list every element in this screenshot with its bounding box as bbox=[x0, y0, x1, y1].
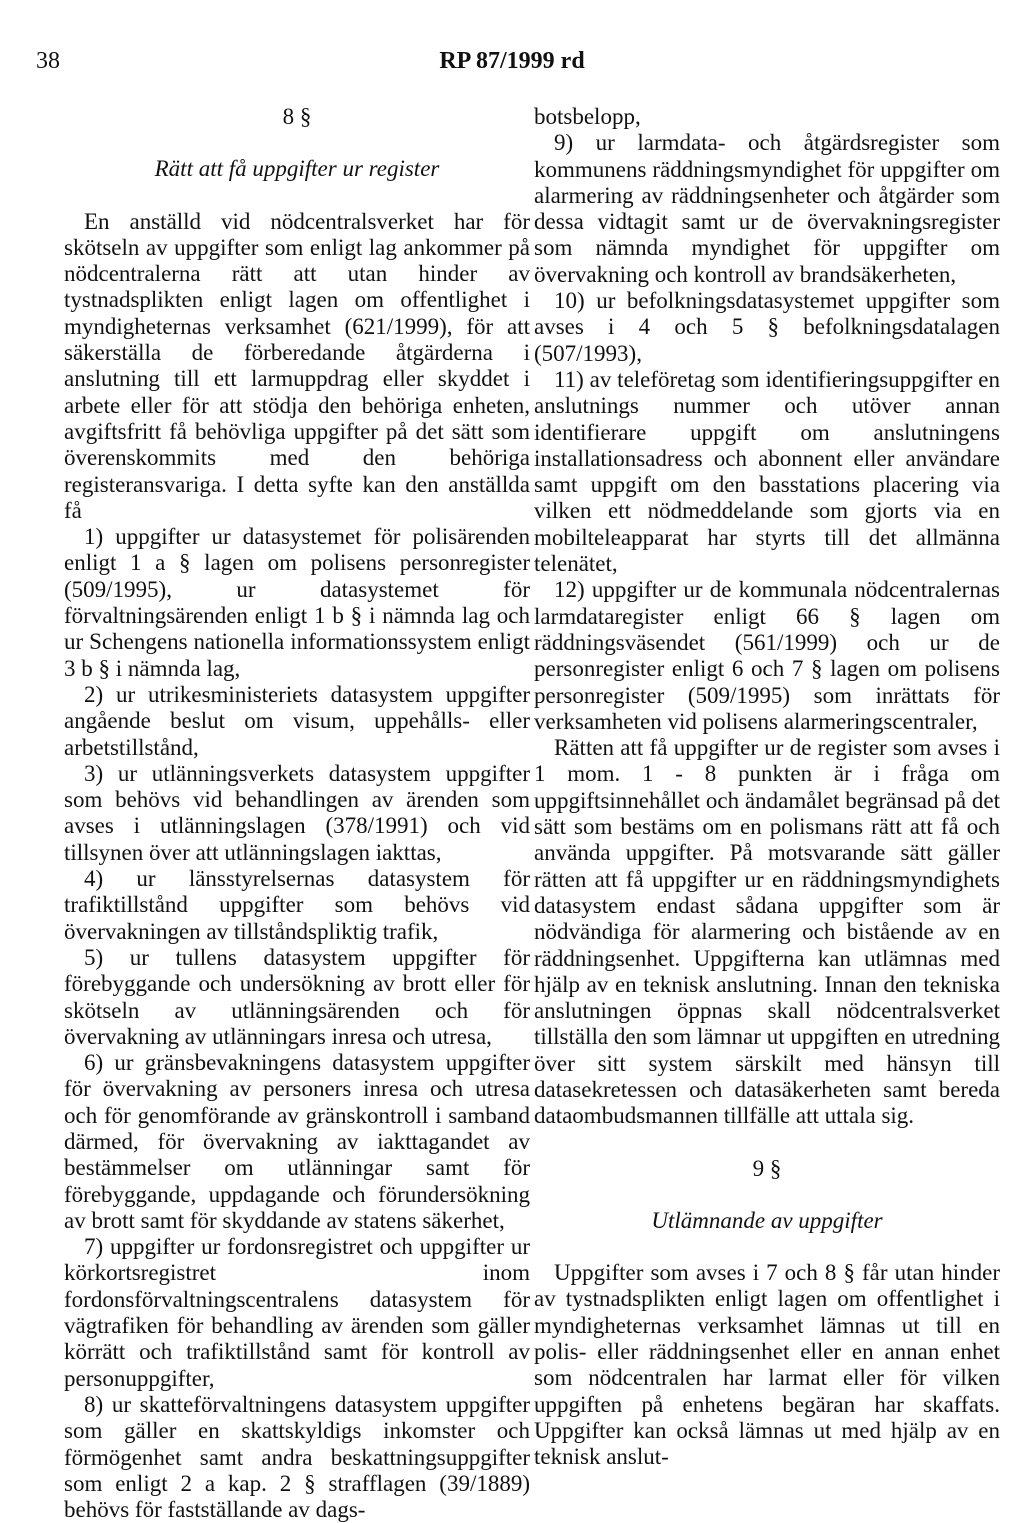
left-column bbox=[64, 104, 530, 1523]
running-head: RP 87/1999 rd bbox=[439, 48, 585, 74]
list-item: 4) ur länsstyrelsernas datasystem för trafiktillstånd uppgifter som behövs vid övervakningen av tillståndspliktig trafik, bbox=[64, 866, 530, 944]
list-item: 8) ur skatteförvaltningens datasystem uppgifter som gäller en skattskyldigs inkomster och förmögenhet samt andra beskattningsuppgifter som enligt 2 a kap. 2 § strafflagen (39/1889) behövs för fastställande av dags- bbox=[64, 1391, 530, 1523]
section-title: Utlämnande av uppgifter bbox=[651, 1207, 883, 1233]
section-heading: 8 § bbox=[282, 104, 312, 129]
paragraph-continuation: botsbelopp, bbox=[534, 104, 641, 129]
right-column bbox=[534, 104, 1000, 1471]
list-item: 9) ur larmdata- och åtgärdsregister som kommunens räddningsmyndighet för uppgifter om alarmering av räddningsenheter och åtgärder som dessa vidtagit samt ur de övervakningsregister som nämnda myndighet för uppgifter om övervakning och kontroll av brandsäkerheten, bbox=[534, 130, 1000, 287]
list-item: 7) uppgifter ur fordonsregistret och uppgifter ur körkortsregistret inom fordonsförvaltningscentralens datasystem för vägtrafiken för behandling av ärenden som gäller körrätt och trafiktillstånd samt för kontroll av personuppgifter, bbox=[64, 1234, 530, 1391]
section-title: Rätt att få uppgifter ur register bbox=[154, 156, 440, 182]
paragraph: Uppgifter som avses i 7 och 8 § får utan hinder av tystnadsplikten enligt lagen om offentlighet i myndigheternas verksamhet lämnas ut till en polis- eller räddningsenhet eller en annan enhet som nödcentralen har larmat eller för vilken uppgiften på enhetens begäran har skaffats. Uppgifter kan också lämnas ut med hjälp av en teknisk anslut- bbox=[534, 1260, 1000, 1470]
section-9 bbox=[534, 1156, 1000, 1471]
list-item: 2) ur utrikesministeriets datasystem uppgifter angående beslut om visum, uppehålls- eller arbetstillstånd, bbox=[64, 681, 530, 760]
list-item: 1) uppgifter ur datasystemet för polisärenden enligt 1 a § lagen om polisens personregister (509/1995), ur datasystemet för förvaltningsärenden enligt 1 b § i nämnda lag och ur Schengens nationella informationssystem enligt 3 b § i nämnda lag, bbox=[64, 524, 530, 681]
section-heading: 9 § bbox=[752, 1155, 782, 1181]
list-item: 3) ur utlänningsverkets datasystem uppgifter som behövs vid behandlingen av ärenden som avses i utlänningslagen (378/1991) och vid tillsynen över att utlänningslagen iakttas, bbox=[64, 760, 530, 865]
list-item: 5) ur tullens datasystem uppgifter för förebyggande och undersökning av brott eller för skötseln av utlänningsärenden och för övervakning av utlänningars inresa och utresa, bbox=[64, 944, 530, 1049]
paragraph: En anställd vid nödcentralsverket har för skötseln av uppgifter som enligt lag ankommer på nödcentralerna rätt att utan hinder av tystnadsplikten enligt lagen om offentlighet i myndigheternas verksamhet (621/1999), för att säkerställa de förberedande åtgärderna i anslutning till ett larmuppdrag eller skyddet i arbete eller för att stödja den behöriga enheten, avgiftsfritt få behövliga uppgifter på det sätt som överenskommits med den behöriga registeransvariga. I detta syfte kan den anställda få bbox=[64, 208, 530, 523]
list-item: 12) uppgifter ur de kommunala nödcentralernas larmdataregister enligt 66 § lagen om räddningsväsendet (561/1999) och ur de personregister enligt 6 och 7 § lagen om polisens personregister (509/1995) som inrättats för verksamheten vid polisens alarmeringscentraler, bbox=[534, 577, 1000, 734]
page-number: 38 bbox=[36, 48, 60, 74]
list-item: 6) ur gränsbevakningens datasystem uppgifter för övervakning av personers inresa och utresa och för genomförande av gränskontroll i samband därmed, för övervakning av iakttagandet av bestämmelser om utlänningar samt för förebyggande, uppdagande och förundersökning av brott samt för skyddande av statens säkerhet, bbox=[64, 1050, 530, 1233]
paragraph: Rätten att få uppgifter ur de register som avses i 1 mom. 1 - 8 punkten är i fråga om uppgiftsinnehållet och ändamålet begränsad på det sätt som bestäms om en polismans rätt att få och använda uppgifter. På motsvarande sätt gäller rätten att få uppgifter ur en räddningsmyndighets datasystem endast sådana uppgifter som är nödvändiga för alarmering och bistående av en räddningsenhet. Uppgifterna kan utlämnas med hjälp av en teknisk anslutning. Innan den tekniska anslutningen öppnas skall nödcentralsverket tillställa den som lämnar ut uppgiften en utredning över sitt system särskilt med hänsyn till datasekretessen och datasäkerheten samt bereda dataombudsmannen tillfälle att uttala sig. bbox=[534, 735, 1000, 1129]
list-item: 10) ur befolkningsdatasystemet uppgifter som avses i 4 och 5 § befolkningsdatalagen (507/1993), bbox=[534, 288, 1000, 366]
list-item: 11) av teleföretag som identifieringsuppgifter en anslutnings nummer och utöver annan identifierare uppgift om anslutningens installationsadress och abonnent eller användare samt uppgift om den basstations placering via vilken ett nödmeddelande som gjorts via en mobilteleapparat har styrts till det allmänna telenätet, bbox=[534, 366, 1000, 577]
